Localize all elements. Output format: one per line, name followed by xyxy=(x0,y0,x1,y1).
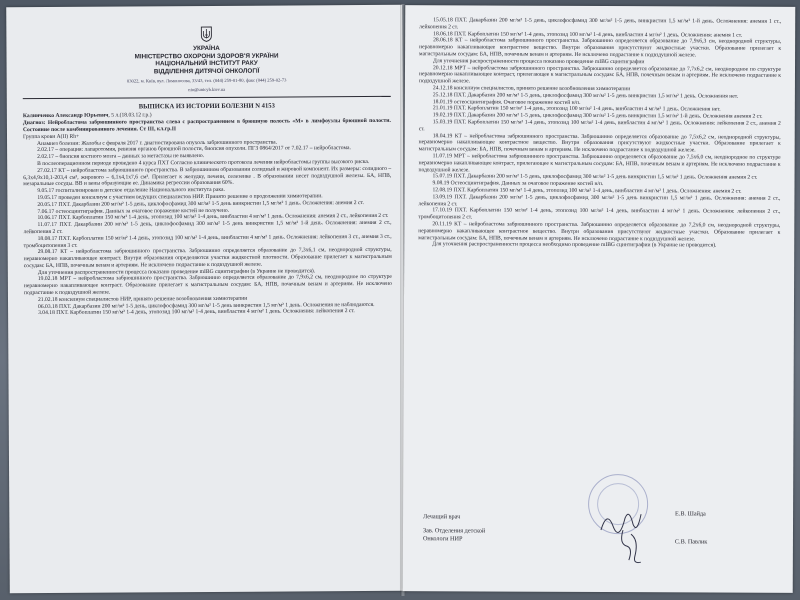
history-entry: 27.02.17 КТ – нейробластома забрюшинного пространства. В забрюшинном образовании солидный и жировой компонент. Их размеры: солидного – 6,3х4,9х10,1-203,4 см³, жирового – 6,1х4,1х7,6 см³. Прилегает к желудку, печени, селезенке . В образовании несет подвздушной железы. БА, НПВ, мезаральные сосуды. ВВ и вены образующие ее. Динамика регрессии образования 60%. xyxy=(23,165,392,188)
history-entry: 9.08.19 Остеосцинтиграфия. Данных за очаговое поражение костей н/п. xyxy=(432,180,604,188)
doctor-name: Е.В. Шайда xyxy=(675,510,706,518)
diagnosis-label: Диагноз: xyxy=(22,120,46,127)
head-name: С.В. Павлик xyxy=(674,538,708,546)
history-entry: 06.03.18 ПХТ. Дакарбазин 200 мг/м² 1-5 день, циклофосфамид 300 мг/м² 1-5 день винкристин 1,5 мг/м² 1 день. Осложнения не наблюдаются. xyxy=(38,301,375,310)
history-entry: 19.02.18 МРТ – нейробластома забрюшинного пространства. Забрюшинно определяется образование до 7,9х6,2 см, неоднородное по структуре неравномерно накапливающее контраст. Образование прилегает к магистральным сосудам: БА, НПВ, почечным венам и артериям. Не исключено подрастание к подвздушной железе. xyxy=(23,274,392,297)
history-entry: 11.07.19 МРТ – нейробластома забрюшинного пространства. Забрюшинно определяется образование до 7,5х6,0 см, неоднородное по структуре неравномерно накапливающее контраст, прилегающее к магистральным сосудам: БА, НПВ, почечным венам и артериям. Не исключено подрастание к подвздушной железе. xyxy=(418,153,781,173)
history-entry: В послеоперационном периоде проведено 4 курса ПХТ Согласно клиническото протокола лечения нейробластомы группы высокого риска. xyxy=(37,158,370,167)
patient-name: Калинченко Александр Юрьевич xyxy=(22,112,109,120)
history-entry: 18.08.17 ПХТ. Карбоплатин 150 мг/м² 1-4 день, этопозид 100 мг/м² 1-4 день, винбластин 4 мг/м² 1 день. Осложнения: лейкопения 3 ст., анемия 3 ст., тромбоцитопения 3 ст. xyxy=(23,233,392,249)
letterhead-country: УКРАЇНА xyxy=(193,44,220,53)
history-entry: 18.04.19 КТ – нейробластома забрюшинного пространства. Забрюшинно определяется образование до 7,5х6,2 см, неоднородной структуры, неравномерно накапливающее контрастное вещество. Внутри образования присутствуют жидкостные участки. Образование прилегает к магистральным сосудам: БА, НПВ, почечным венам и артериям. Не исключено подрастание к подвздушной железе. xyxy=(418,132,781,154)
right-entries-list xyxy=(418,17,781,250)
history-entry: 10.06.17 ПХТ. Карбоплатин 150 мг/м² 1-4 день, этопозид 100 мг/м² 1-4 день, винбластин 4 мг/м² 1 день. Осложнения: анемия 2 ст., лейкопения 2 ст. xyxy=(37,213,389,222)
letterhead-divider xyxy=(23,95,391,98)
letterhead-email: nio@unicyb.kiev.ua xyxy=(188,86,226,93)
history-entry: 21.02.18 консилиум специалистов НИР, принято решение возобновления химиотерапии xyxy=(37,295,248,303)
history-entry: 15.03.19 ПХТ. Карбоплатин 150 мг/м² 1-4 день, этопозид 100 мг/м² 1-4 день, винбластин 4 мг/м² 1 день. Осложнения: лейкопения 2 ст., анемия 2 ст. xyxy=(418,119,781,132)
history-entry: 2.02.17 – биопсия костного мозга – данных за метастазы не выявлено. xyxy=(37,153,205,161)
document-page-left xyxy=(6,5,406,593)
history-entry: Для уточнения распространенности процесса показано проведение mIBG сцинтиграфии xyxy=(433,58,645,65)
history-entry: 19.02.19 ПХТ. Дакарбазин 200 мг/м² 1-5 день, циклофосфамид 300 мг/м² 1-5 день винкристин 1,5 мг/м² 1-й день. Осложнения анемия 2 ст. xyxy=(432,112,763,120)
history-entry: 19.05.17 проведен консилиум с участием ведущих специалистов НИР. Принято решение о продолжении химиотерапии. xyxy=(37,193,323,201)
history-entry: Для уточнения распространенности процесса необходимо проведение mIBG сцинтиграфии (в Украине не проводится). xyxy=(432,241,717,249)
head-label-line-2: Онкологи НИР xyxy=(422,535,463,543)
diagnosis-text: Нейробластома забрюшинного пространства слева с распространением в брюшную полость «М» в лимфоузлы брюшной полости. Состояние после комбинированного лечения. Ст III, кл.гр.II xyxy=(22,118,391,134)
history-entry: 9.05.17 госпитализирован в детское отделение Национального института рака. xyxy=(37,187,225,195)
history-entry: 20.11.19 КТ – нейробластома забрюшинного пространства. Забрюшинно определяется образование до 7,2х6,0 см, неоднородной структуры, неравномерно накапливающее контрастное вещество. Внутри образования присутствуют жидкостные участки. Образование прилегает к магистральным сосудам: БА, НПВ, почечным венам и артериям. Не исключено подрастание к подвздушной железе. xyxy=(418,221,781,242)
history-entry: 7.06.17 остеосцинтиграфия. Данных за очаговое поражение костей не получено. xyxy=(37,207,230,215)
history-entry: 20.12.18 МРТ – нейробластома забрюшинного пространства. Забрюшинно определяется образование до 7,7х6,2 см, неоднородное по структуре неравномерно накапливающее контраст, прилегающее к магистральным сосудам: БА, НПВ, почечным венам и артериям. Не исключено подрастание к подвздушной железе. xyxy=(418,64,782,85)
left-entries-list xyxy=(23,145,392,317)
history-entry: 24.12.18 консилиум специалистов, принято решение возобновления химиотерапии xyxy=(432,85,631,93)
history-entry: 21.01.19 ПХТ. Карбоплатин 150 мг/м² 1-4 день, этопозид 100 мг/м² 1-4 день, винбластин 4 мг/м² 1 день. Осложнения нет. xyxy=(432,105,721,113)
history-entry: 15.05.18 ПХТ. Дакарбазин 200 мг/м² 1-5 день, циклофосфамид 300 мг/м² 1-5 день, винкристин 1,5 мг/м² 1-й день. Осложнения: анемия 1 ст., лейкопения 2 ст. xyxy=(419,17,782,31)
ukraine-coat-of-arms-icon xyxy=(200,26,212,42)
history-entry: 18.01.19 остеосцинтиграфия. Очаговое поражение костей н/п. xyxy=(432,98,581,106)
history-entry: 2.02.17 – операция: лапаротомия, ревизия органов брюшной полости, биопсия опухоли. ПГЗ 0864/2017 от 7.02.17 – нейробластома. xyxy=(37,145,351,154)
letterhead-institute: НАЦІОНАЛЬНИЙ ІНСТИТУТ РАКУ xyxy=(155,59,258,68)
patient-age: , 5 л.(18.03.12 г.р.) xyxy=(108,112,152,119)
history-entry: 15.07.19 ПХТ. Дакарбазин 200 мг/м² 1-5 день, циклофосфамид 300 мг/м² 1-5 день винкристин 1,5 мг/м² 1 день. Осложнения анемия 2 ст. xyxy=(432,173,758,182)
blood-group: Группа крови А(II) Rh+ xyxy=(22,133,80,140)
head-label-line-1: Зав. Отделения детской xyxy=(422,527,486,535)
history-entry: 29.08.17 КТ – нейробластома забрюшинного пространства. Забрюшинно определяется образование до 7,3х6,1 см, неоднородной структуры, неравномерно накапливающее контраст. Внутри образования определяются участки жидкостной плотности. Образование прилегает к магистральным сосудам: БА, НПВ, почечным венам и артериям. Не исключено подрастание к подвздушной железе. xyxy=(23,247,392,270)
letterhead-department: ВІДДІЛЕННЯ ДИТЯЧОЇ ОНКОЛОГІЇ xyxy=(153,67,260,76)
history-entry: 17.10.19 ПХТ. Карбоплатин 150 мг/м² 1-4 день, этопозид 100 мг/м² 1-4 день, винбластин 4 мг/м² 1 день. Осложнения: лейкопения 2 ст., тромбоцитопения 2 ст. xyxy=(418,207,781,221)
history-entry: 25.12.18 ПХТ. Дакарбазин 200 мг/м² 1-5 день, циклофосфамид 300 мг/м² 1-5 день винкристин 1,5 мг/м² 1 день. Осложнения нет. xyxy=(432,92,739,100)
history-entry: 13.09.19 ПХТ. Дакарбазин 200 мг/м² 1-5 день, циклофосфамид 300 мг/м² 1-5 день винкристин 1,5 мг/м² 1 день. Осложнения: анемия 2 ст., лейкопения 2 ст. xyxy=(418,193,781,207)
history-entry: 11.07.17 ПХТ. Дакарбазин 200 мг/м² 1-5 день, циклофосфамид 300 мг/м² 1-5 день винкристин 1,5 мг/м² 1-й день. Осложнения: анемия 2 ст., лейкопения 2 ст. xyxy=(23,219,392,236)
letterhead-address: 03022, м. Київ, вул. Ломоносова, 33/43, тел. (044) 259-01-80, факс (044) 259-02-73 xyxy=(126,77,287,84)
history-entry: 12.08.19 ПХТ. Карбоплатин 150 мг/м² 1-4 день, этопозид 100 мг/м² 1-4 день, винбластин 4 мг/м² 1 день. Осложнения: анемия 2 ст. xyxy=(432,187,742,195)
letterhead-ministry: МІНІСТЕРСТВО ОХОРОНИ ЗДОРОВ'Я УКРАЇНИ xyxy=(134,52,279,61)
history-entry: Для уточнения распространенности процесса показано проведение mIBG сцинтиграфии (в Украине не проводится). xyxy=(37,268,316,276)
doctor-label: Лечащий врач xyxy=(423,513,461,521)
history-entry: 18.06.18 ПХТ. Карбоплатин 150 мг/м² 1-4 день, этопозид 100 мг/м² 1-4 день, винбластин 4 мг/м² 1 день. Осложнения: анемия 1 ст. xyxy=(433,30,743,39)
document-title: ВЫПИСКА ИЗ ИСТОРИИ БОЛЕЗНИ N 4153 xyxy=(138,102,275,110)
document-page-right xyxy=(403,5,796,593)
history-entry: 3.04.18 ПХТ. Карбоплатин 150 мг/м² 1-4 день, этопозид 100 мг/м² 1-4 день, винбластин 4 мг/м² 1 день. Осложнения: лейкопения 2 ст. xyxy=(38,308,355,317)
history-entry: 20.05.17 ПХТ. Дакарбазин 200 мг/м² 1-5 день, циклофосфамид 300 мг/м² 1-5 день винкристин 1,5 мг/м² 1 день. Осложнения: анемия 2 ст. xyxy=(37,199,364,208)
anamnesis: Анамнез болезни: Жалобы с февраля 2017 г. диагностирована опухоль забрюшинного пространства. xyxy=(37,139,278,147)
head-signature-scribble xyxy=(617,526,647,566)
history-entry: 28.06.18 КТ – нейробластома забрюшинного пространства. Забрюшинно определяется образование до 7,9х6,3 см, неоднородной структуры, неравномерно накапливающее контрастное вещество. Внутри образования присутствуют жидкостные участки. Образование прилегает к магистральным сосудам: БА, НПВ, почечным венам и артериям. Не исключено подрастание к подвздушной железе. xyxy=(419,37,782,59)
